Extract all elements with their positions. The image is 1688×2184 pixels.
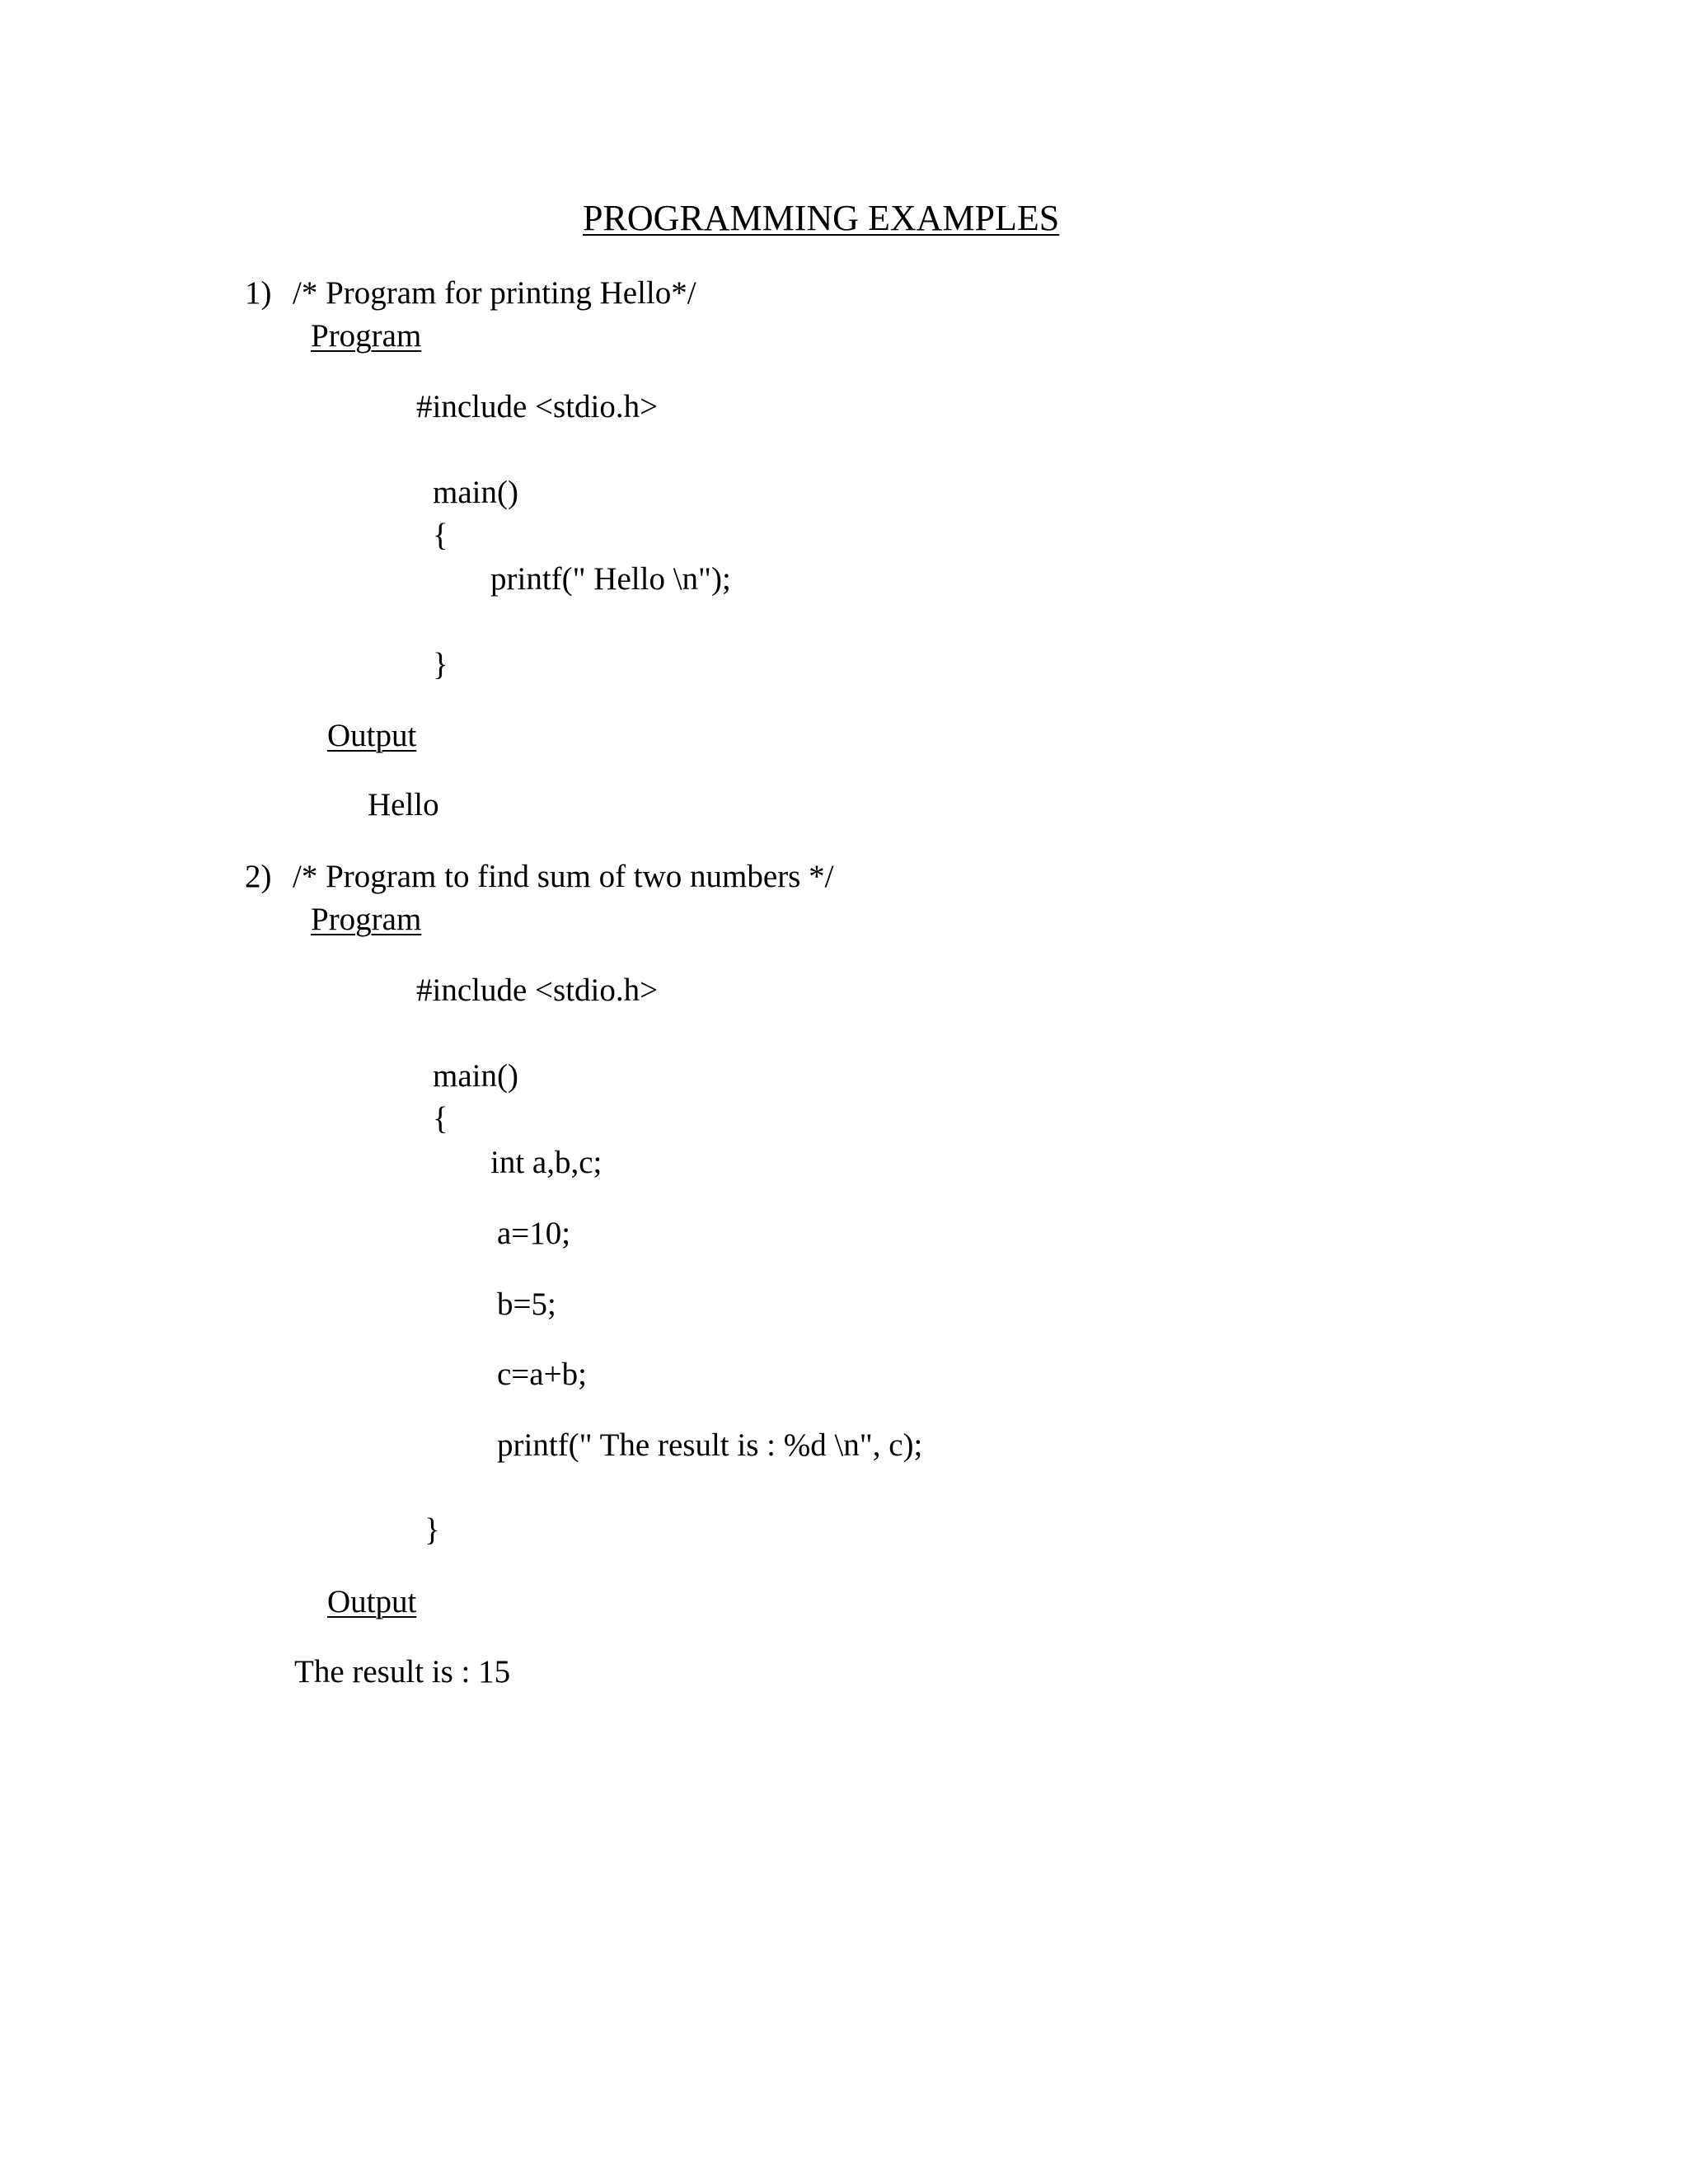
example-1-program-label: Program (311, 318, 422, 354)
code-line-printf: printf(" The result is : %d \n", c); (497, 1427, 923, 1463)
code-line-printf: printf(" Hello \n"); (490, 561, 731, 597)
example-1-number: 1) (245, 275, 272, 311)
code-line-main: main() (433, 1058, 518, 1094)
code-line-close-brace: } (433, 647, 448, 682)
code-line-include: #include <stdio.h> (416, 389, 659, 424)
page-title: PROGRAMMING EXAMPLES (583, 198, 1060, 238)
example-2-program-label: Program (311, 902, 422, 937)
code-line-include: #include <stdio.h> (416, 972, 659, 1008)
code-line-open-brace: { (433, 518, 448, 553)
code-line-sum: c=a+b; (497, 1357, 587, 1392)
code-line-assign-b: b=5; (497, 1286, 556, 1322)
example-2-comment: /* Program to find sum of two numbers */ (293, 859, 834, 894)
example-1-output: Hello (368, 787, 439, 823)
code-line-main: main() (433, 475, 518, 510)
example-1-comment: /* Program for printing Hello*/ (293, 275, 696, 311)
code-line-open-brace: { (433, 1101, 448, 1137)
example-1-output-label: Output (327, 718, 417, 753)
example-2-output-label: Output (327, 1584, 417, 1619)
example-2-output: The result is : 15 (294, 1654, 511, 1690)
code-line-assign-a: a=10; (497, 1216, 571, 1251)
code-line-declare: int a,b,c; (490, 1145, 603, 1180)
code-line-close-brace: } (424, 1512, 440, 1548)
example-2-number: 2) (245, 859, 272, 894)
